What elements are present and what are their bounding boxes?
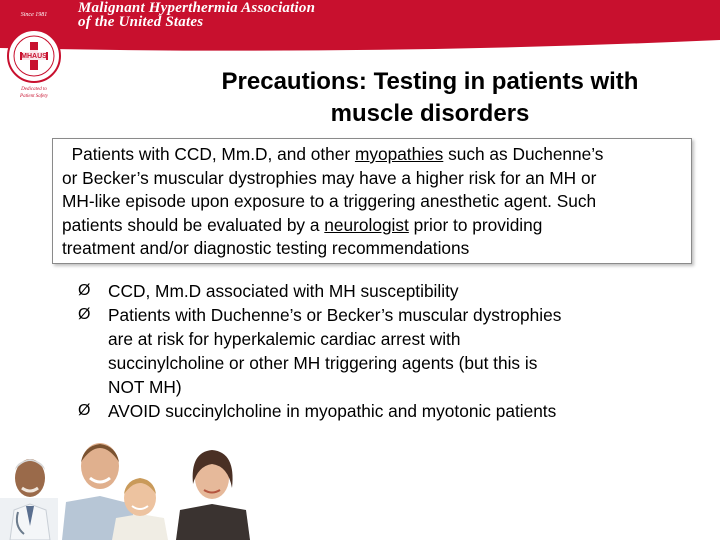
logo-tagline-1: Dedicated to [21,87,47,92]
callout-line-1 [62,143,692,167]
bullet-line: CCD, Mm.D associated with MH susceptibility [108,281,459,301]
arrow-bullet-icon: Ø [78,282,91,299]
org-name-line-1: Malignant Hyperthermia Association [78,0,316,16]
people-photo [0,426,260,540]
mhaus-logo [2,4,66,104]
header-swoosh [0,38,720,54]
org-name-line-2: of the United States [78,14,204,30]
bullet-text [108,279,459,303]
bullet-line: AVOID succinylcholine in myopathic and myotonic patients [108,401,557,421]
logo-since-text: Since 1981 [20,12,48,18]
arrow-bullet-icon: Ø [78,306,91,323]
bullet-list [78,279,678,423]
bullet-item [78,279,678,303]
callout-text-part: Patients with CCD, Mm.D, and other [71,144,355,164]
neurologist-link[interactable]: neurologist [324,214,409,235]
bullet-line: Patients with Duchenne’s or Becker’s muscular dystrophies [108,305,562,325]
bullet-item [78,399,678,423]
callout-text-part: such as Duchenne’s [443,144,604,164]
bullet-line: succinylcholine or other MH triggering agents (but this is [108,353,538,373]
callout-line-2: or Becker’s muscular dystrophies may have a higher risk for an MH or [62,167,597,188]
title-line-2: muscle disorders [330,100,530,127]
callout-text-part: patients should be evaluated by a [62,214,325,235]
callout-text [62,143,692,261]
callout-text-part: prior to providing [408,214,543,235]
bullet-item [78,303,678,399]
myopathies-link[interactable]: myopathies [354,144,444,164]
bullet-line: NOT MH) [108,377,182,397]
doctor-figure [0,459,58,540]
logo-brand-text: MHAUS [21,53,47,60]
title-line-1: Precautions: Testing in patients with [221,68,639,95]
bullet-line: are at risk for hyperkalemic cardiac arrest with [108,329,461,349]
arrow-bullet-icon: Ø [78,402,91,419]
bullet-text [108,399,556,423]
callout-line-3: MH-like episode upon exposure to a triggering anesthetic agent. Such [62,191,597,211]
slide-title [150,66,710,130]
woman-figure [176,450,250,540]
bullet-text [108,303,561,399]
callout-line-5: treatment and/or diagnostic testing recommendations [62,238,470,258]
logo-tagline-2: Patient Safety [20,94,48,99]
callout-line-4 [62,214,692,238]
